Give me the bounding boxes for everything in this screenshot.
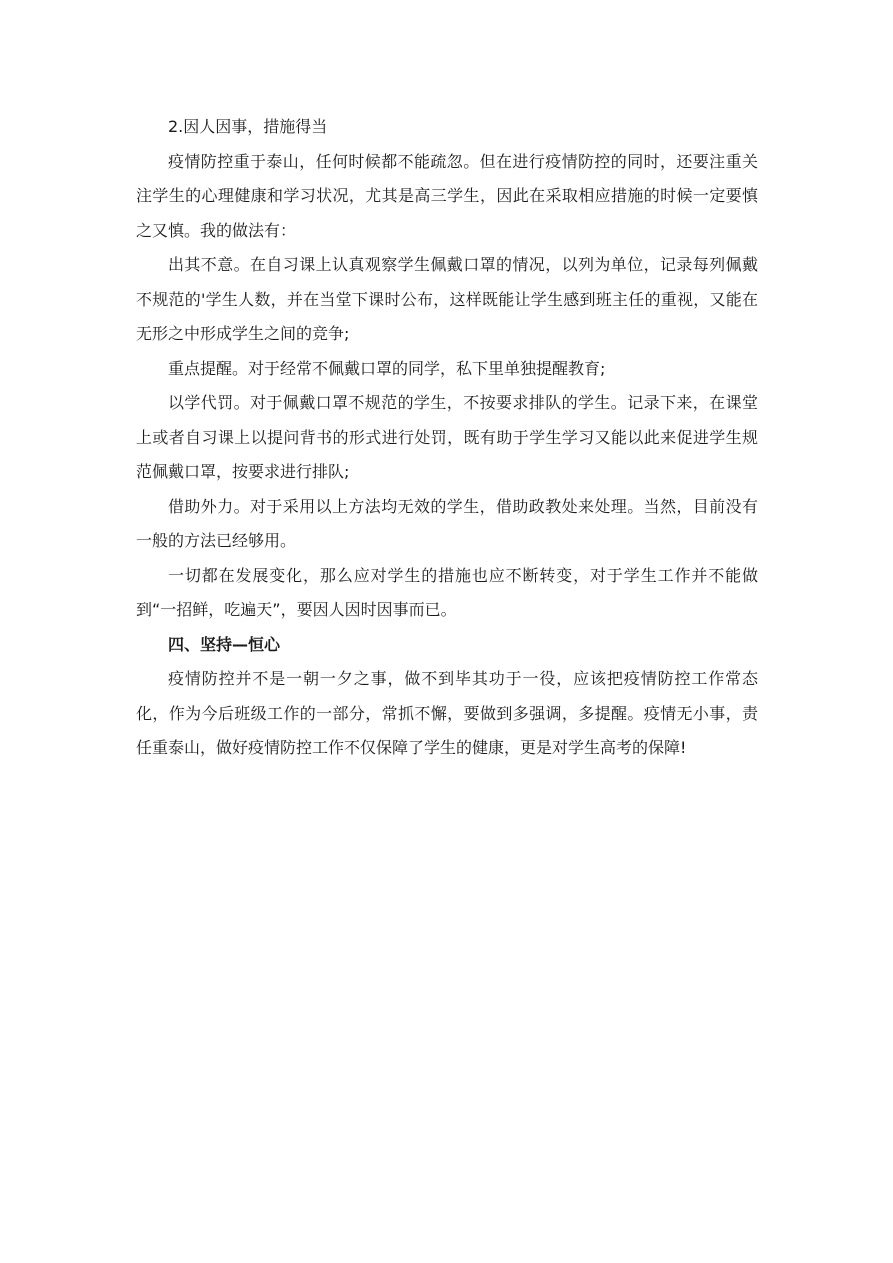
section-heading: 四、坚持—恒心 [168,634,281,654]
body-paragraph: 疫情防控重于泰山，任何时候都不能疏忽。但在进行疫情防控的同时，还要注重关注学生的心理健康和学习状况，尤其是高三学生，因此在采取相应措施的时候一定要慎之又慎。我的做法有： [136,151,758,240]
body-paragraph: 一切都在发展变化，那么应对学生的措施也应不断转变，对于学生工作并不能做到“一招鲜，吃遍天”，要因人因时因事而已。 [136,565,758,619]
body-paragraph: 出其不意。在自习课上认真观察学生佩戴口罩的情况，以列为单位，记录每列佩戴不规范的'学生人数，并在当堂下课时公布，这样既能让学生感到班主任的重视，又能在无形之中形成学生之间的竞争; [136,255,758,343]
body-paragraph: 借助外力。对于采用以上方法均无效的学生，借助政教处来处理。当然，目前没有一般的方法已经够用。 [136,496,758,550]
section-subheading: 2.因人因事，措施得当 [168,117,328,136]
body-paragraph: 疫情防控并不是一朝一夕之事，做不到毕其功于一役，应该把疫情防控工作常态化，作为今后班级工作的一部分，常抓不懈，要做到多强调，多提醒。疫情无小事，责任重泰山，做好疫情防控工作不仅保障了学生的健康，更是对学生高考的保障! [136,669,758,757]
body-paragraph: 以学代罚。对于佩戴口罩不规范的学生，不按要求排队的学生。记录下来，在课堂上或者自习课上以提问背书的形式进行处罚，既有助于学生学习又能以此来促进学生规范佩戴口罩，按要求进行排队; [136,393,758,481]
document-body [136,110,758,766]
body-paragraph: 重点提醒。对于经常不佩戴口罩的同学，私下里单独提醒教育; [168,358,606,378]
